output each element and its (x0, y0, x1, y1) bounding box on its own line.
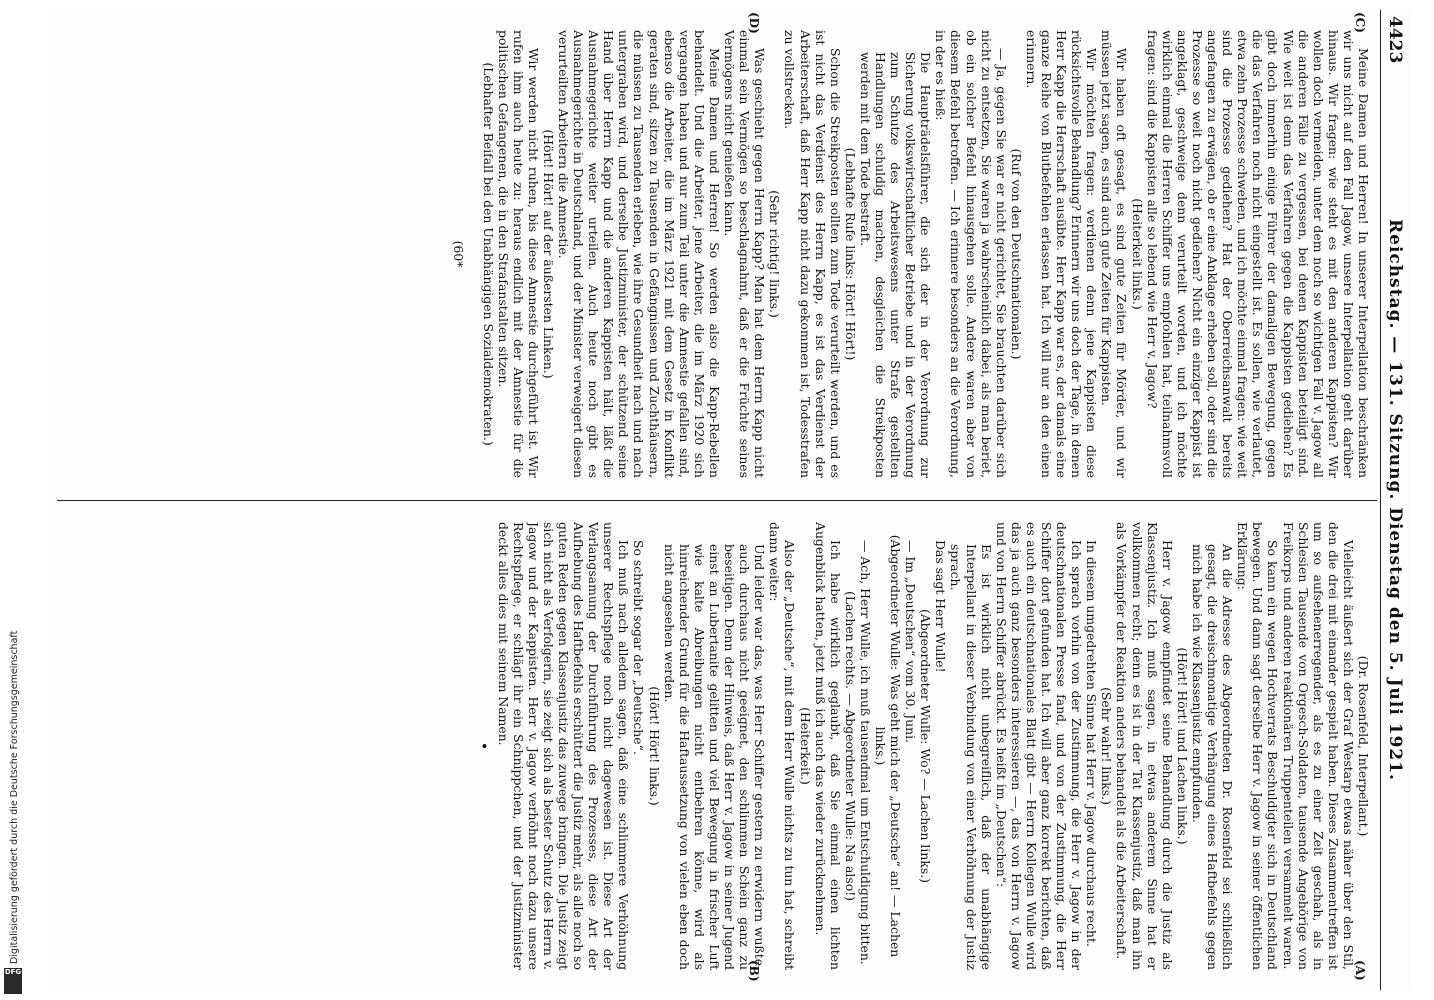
interjection: (Abgeordneter Wulle: Was geht mich der „Deutsche“ an! — Lachen links.) (873, 534, 904, 958)
interjection: (Lebhafte Rufe links: Hört! Hört!) (842, 147, 858, 361)
paragraph: — Ach, Herr Wulle, ich muß tausendmal um Entschuldigung bitten. (857, 540, 873, 965)
interjection: (Lachen rechts. — Abgeordneter Wulle: Na also!) (842, 590, 858, 902)
margin-mark-d: (D) (747, 12, 761, 34)
paragraph: Also der „Deutsche“, mit dem Herr Wulle nichts zu tun hat, schreibt dann weiter: (767, 522, 798, 970)
interjection: (Sehr wahr! links.) (1099, 687, 1115, 805)
interjection: (Hört! Hört! und Lachen links.) (1174, 647, 1190, 845)
interjection: (Heiterkeit.) (797, 707, 813, 785)
margin-mark-a: (A) (1353, 960, 1367, 981)
paragraph: Meine Damen und Herren! So werden also die Kapp-Rebellen behandelt. Und die Arbeiter, jene Arbeiter, die im März 1920 sich vergangen haben und nur zum Teil unter die Amnestie gefallen sind, ebenso die Arbeiter, die im März 1921 mit dem Gesetz in Konflikt geraten sind, sitzen zu Tausenden in Gefängnissen und Zuchthäusern, die müssen zu Tausenden erleben, wie ihre Gesundheit nach und nach untergraben wird, und derselbe Justizminister, der schützend seine Hand über Herrn Kapp und die anderen Kappisten hält, läßt die Ausnahmegerichte weiter urteilen. Auch heute noch gibt es Ausnahmegerichte in Deutschland, und der Minister verweigert diesen verurteilten Arbeitern die Amnestie. (556, 30, 722, 478)
left-text-column (61, 30, 1371, 478)
paragraph: — Im „Deutschen“ vom 30. Juni. (903, 540, 919, 744)
paragraph: So schreibt sogar der „Deutsche“. (631, 540, 647, 755)
quotation: An die Adresse des Abgeordneten Dr. Rosenfeld sei schließlich gesagt, die dreischmonatige Verhängung eines Haftbefehls gegen mich habe ich wie Klassenjustiz empfunden. (1189, 544, 1236, 970)
interjection: (Hört! Hört! links.) (646, 686, 662, 806)
footer-mark: (60* (451, 240, 467, 268)
paragraph: In diesem umgedrehten Sinne hat Herr v. Jagow durchaus recht. (1084, 540, 1100, 947)
paragraph: Wir werden nicht ruhen, bis diese Amnestie durchgeführt ist. Wir rufen ihm auch heute zu: heraus endlich mit der Amnestie für die politischen Gefangenen, die in den Strafanstalten sitzen. (495, 30, 541, 478)
section-end-dot: • (474, 741, 491, 751)
rotated-document-page (51, 10, 1411, 990)
interjection: (Abgeordneter Wulle: Wo? — Lachen links.) (918, 609, 934, 883)
interjection: (Lebhafter Beifall bei den Unabhängigen Sozialdemokraten.) (480, 62, 496, 446)
paragraph: Ich sprach vorhin von der Zustimmung, die Herr v. Jagow in der deutschnationalen Presse fand, und von der Zustimmung, die Herr Schiffer dort gefunden hat. Ich will aber ganz korrekt berichten, daß es auch ein deutschnationales Blatt gibt — Herrn Kollegen Wulle wird das ja auch ganz besonders interessieren —, das von Herrn v. Jagow und von Herrn Schiffer abrückt. Es heißt im „Deutschen“: (993, 522, 1085, 970)
paragraph: Vielleicht äußert sich der Graf Westarp etwas näher über den Stil, den die drei mit einander gespielt haben. Dieses Zusammentreffen ist um so aufsehenerregender, als es zu einer Zeit geschah, als in Schlesien Tausende von Orgesch-Soldaten, tausende Angehörige von Freikorps und anderen reaktionären Truppenteilen versammelt waren. (1280, 522, 1356, 970)
paragraph: Ich habe wirklich geglaubt, daß Sie einmal einen lichten Augenblick hatten, jetzt muß ich auch das wieder zurücknehmen. (812, 522, 843, 970)
paragraph: Wir möchten fragen: verdienen denn jene Kappisten diese rücksichtsvolle Behandlung? Erinnern wir uns doch der Tage, in denen Herr Kapp die Herrschaft ausübte. Herr Kapp war es, der damals eine ganze Reihe von Blutbefehlen erlassen hat. Ich will nur an den einen erinnern. (1023, 30, 1100, 478)
margin-mark-c: (C) (1353, 12, 1367, 33)
margin-mark-b: (B) (747, 960, 761, 982)
interjection: (Sehr richtig! links.) (767, 190, 783, 318)
page-header (1380, 10, 1411, 990)
dfg-logo-text: DFG (4, 968, 22, 976)
paragraph: Meine Damen und Herren! In unserer Interpellation beschränken wir uns nicht auf den Fall Jagow, unsere Interpellation geht darüber hinaus. Wir fragen: wie steht es mit den anderen Kappisten? Wir wollen doch vermeiden, unter dem noch so wichtigen Fall v. Jagow all die anderen Fälle zu vergessen, bei denen Kappisten beteiligt sind. Wie weit ist denn das Verfahren gegen die Kappisten gediehen? Es gibt doch immerhin einige Führer der damaligen Bewegung, gegen die das Verfahren noch nicht eingestellt ist. Es sollen, wie verlautet, etwa zehn Prozesse schweben, und ich möchte einmal fragen: wie weit sind die Prozesse gediehen? Hat der Oberreichsanwalt bereits angefangen zu erwägen, ob er eine Anklage erheben soll, oder sind die Prozesse so weit noch nicht gediehen? Nicht ein einziger Kappist ist angeklagt, geschweige denn verurteilt worden, und ich möchte wirklich einmal die Herren Schiffer uns empfohlen hat, teilnahmsvoll fragen: sind die Kappisten alle so lebend wie Herr v. Jagow? (1144, 30, 1371, 478)
interjection: (Heiterkeit links.) (1129, 198, 1145, 310)
paragraph: So kann ein wegen Hochverrats Beschuldigter sich in Deutschland bewegen. Und dann sagt derselbe Herr v. Jagow in seiner öffentlichen Erklärung: (1235, 522, 1281, 970)
paragraph: Schon die Streikposten sollten zum Tode verurteilt werden, und es ist nicht das Verdienst des Herrn Kapp, es ist das Verdienst der Arbeiterschaft, daß Herr Kapp nicht dazu gekommen ist, Todesstrafen zu vollstrecken. (782, 30, 843, 478)
quotation: Es ist wirklich nicht unbegreiflich, daß der unabhängige Interpellant in dieser Verbindung von einer Verhöhnung der Justiz sprach. (948, 544, 994, 970)
speaker-label: (Dr. Rosenfeld, Interpellant.) (1356, 655, 1371, 837)
paragraph: Was geschieht gegen Herrn Kapp? Man hat dem Herrn Kapp nicht einmal sein Vermögen so beschlagnahmt, daß er die Früchte seines Vermögens nicht genießen kann. (722, 30, 768, 478)
page-title: Reichstag. — 131. Sitzung. Dienstag den 5. Juli 1921. (1385, 219, 1405, 781)
paragraph: Wir haben oft gesagt, es sind gute Zeiten für Mörder, und wir müssen jetzt sagen, es sind auch gute Zeiten für Kappisten. (1099, 30, 1130, 478)
paragraph: Das sagt Herr Wulle! (933, 540, 949, 673)
interjection: (Hört! Hört! auf der äußersten Linken.) (540, 129, 556, 379)
right-text-column (61, 522, 1371, 970)
page-number: 4423 (1385, 16, 1405, 64)
paragraph: Ich muß nach alledem sagen, daß eine schlimmere Verhöhnung unserer Rechtspflege noch nicht dagewesen ist. Diese Art der Verlangsamung der Durchführung des Prozesses, diese Art der Aufhebung des Haftbefehls erschüttert die Justiz mehr, als alle noch so guten Reden gegen Klassenjustiz das zuwege bringen. Die Justiz zeigt sich nicht als Verfolgerin, sie zeigt sich als bester Schutz des Herrn v. Jagow und der Kappisten. Herr v. Jagow verhöhnt noch dazu unsere Rechtspflege, er schlägt ihr ein Schnippchen, und der Justizminister deckt alles dies mit seinem Namen. (495, 522, 632, 970)
credit-text: Digitalisierung gefördert durch die Deutsche Forschungsgemeinschaft (9, 630, 20, 964)
paragraph: — Ja, gegen Sie war er nicht gerichtet, Sie brauchten darüber sich nicht zu entsetzen, Sie waren ja wahrscheinlich dabei, als man beriet, ob ein solcher Befehl hinausgehen solle. Andere waren aber von diesem Befehl betroffen. — Ich erinnere besonders an die Verordnung, in der es hieß: (933, 30, 1009, 478)
column-divider (57, 500, 1377, 501)
interjection: (Ruf von den Deutschnationalen.) (1008, 148, 1024, 360)
digitization-credit (2, 604, 28, 994)
dfg-logo (4, 968, 22, 994)
quotation: Die Haupträdelsführer, die sich der in der Verordnung zur Sicherung volkswirtschaftlicher Betriebe und in der Verordnung zum Schutze des Arbeitswesens unter Strafe gestellten Handlungen schuldig machen, desgleichen die Streikposten werden mit dem Tode bestraft. (857, 52, 934, 478)
quotation: Und leider war das, was Herr Schiffer gestern zu erwidern wußte, auch durchaus nicht geeignet, den schlimmen Schein ganz zu beseitigen. Denn der Hinweis, daß Herr v. Jagow in seiner Jugend einst an Lubertanite gelitten und viel Bewegung in frischer Luft wie kalte Abreibungen nicht entbehren könne, wird als hinreichender Grund für die Haftaussetzung von vielen eben doch nicht angesehen werden. (661, 544, 768, 970)
paragraph: Herr v. Jagow empfindet seine Behandlung durch die Justiz als Klassenjustiz. Ich muß sagen, in etwas anderem Sinne hat er vollkommen recht; denn es ist in der Tat Klassenjustiz, daß man ihn als Vorkämpfer der Reaktion anders behandelt als die Arbeiterschaft. (1114, 522, 1175, 970)
